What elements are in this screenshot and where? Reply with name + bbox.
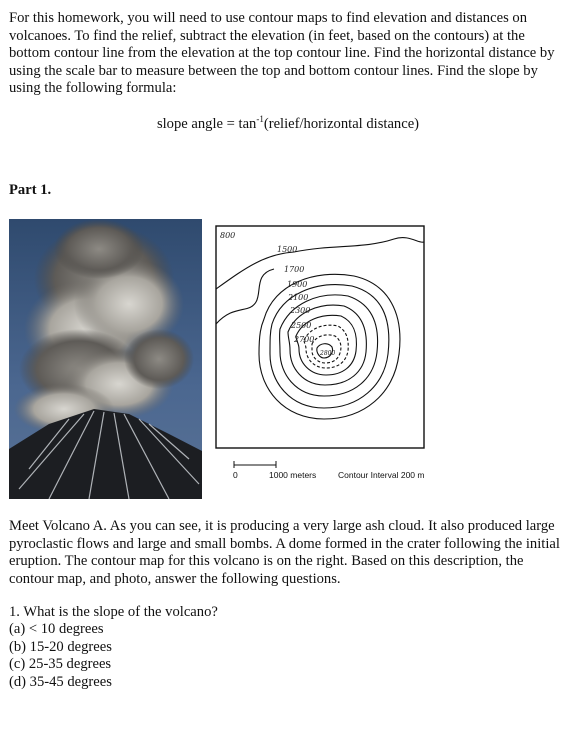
formula-suffix: (relief/horizontal distance) [263, 116, 420, 132]
contour-interval-label: Contour Interval 200 m [338, 470, 425, 480]
volcano-photo [9, 219, 202, 499]
contour-label-2300: 2300 [290, 306, 311, 315]
formula-superscript: -1 [256, 114, 264, 124]
intro-paragraph: For this homework, you will need to use contour maps to find elevation and distances on volcanoes. To find the relief, subtract the elevation (in feet, based on the contours) at the bottom contour line from the elevation at the top contour line. Find the horizontal distance by using the scale bar to measure between the top and bottom contour lines. Find the slope by using the following formula: [9, 10, 555, 96]
contour-line [216, 238, 424, 289]
contour-label-2700: 2700 [294, 335, 315, 344]
option-b: (b) 15-20 degrees [9, 638, 112, 655]
option-c: (c) 25-35 degrees [9, 656, 112, 673]
contour-map [204, 214, 434, 469]
scale-zero-label: 0 [233, 470, 238, 480]
formula-prefix: slope angle = tan [156, 116, 257, 132]
contour-line [304, 325, 348, 368]
option-d: (d) 35-45 degrees [9, 673, 112, 690]
contour-label-1700: 1700 [284, 265, 305, 274]
contour-label-1500: 1500 [277, 245, 298, 254]
contour-label-2800: 2800 [320, 350, 336, 357]
contour-line [270, 285, 389, 408]
part-heading: Part 1. [9, 182, 52, 198]
volcano-description: Meet Volcano A. As you can see, it is producing a very large ash cloud. It also produced large pyroclastic flows and large and small bombs. A dome formed in the crater following the initial eruption. The contour map for this volcano is on the right. Based on this description, the contour map, and photo, answer the following questions. [9, 518, 560, 587]
contour-label-2500: 2500 [291, 321, 312, 330]
contour-label-2100: 2100 [288, 293, 309, 302]
question-prompt: 1. What is the slope of the volcano? [9, 604, 218, 620]
question-1 [9, 604, 218, 691]
contour-label-1900: 1900 [287, 280, 308, 289]
slope-formula [0, 114, 576, 133]
scale-distance-label: 1000 meters [269, 470, 317, 480]
contour-line [288, 305, 366, 385]
option-a: (a) < 10 degrees [9, 621, 104, 638]
contour-label-800: 800 [220, 231, 236, 240]
